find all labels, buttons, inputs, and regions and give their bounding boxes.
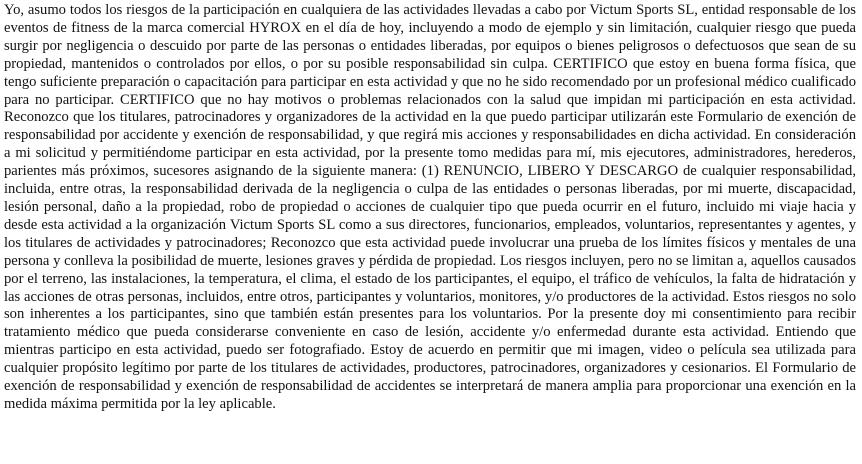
waiver-document: [4, 2, 856, 414]
waiver-paragraph: Yo, asumo todos los riesgos de la participación en cualquiera de las actividades llevadas a cabo por Victum Sports SL, entidad responsable de los eventos de fitness de la marca comercial HYROX en el día de hoy, incluyendo a modo de ejemplo y sin limitación, cualquier riesgo que pueda surgir por negligencia o descuido por parte de las personas o entidades liberadas, por equipos o bienes peligrosos o defectuosos que sean de su propiedad, mantenidos o controlados por ellos, o por su posible responsabilidad sin culpa. CERTIFICO que estoy en buena forma física, que tengo suficiente preparación o capacitación para participar en esta actividad y que no he sido recomendado por un profesional médico cualificado para no participar. CERTIFICO que no hay motivos o problemas relacionados con la salud que impidan mi participación en esta actividad. Reconozco que los titulares, patrocinadores y organizadores de la actividad en la que puedo participar utilizarán este Formulario de exención de responsabilidad por accidente y exención de responsabilidad, y que regirá mis acciones y responsabilidades en dicha actividad. En consideración a mi solicitud y permitiéndome participar en esta actividad, por la presente tomo medidas para mí, mis ejecutores, administradores, herederos, parientes más próximos, sucesores asignando de la siguiente manera: (1) RENUNCIO, LIBERO Y DESCARGO de cualquier responsabilidad, incluida, entre otras, la responsabilidad derivada de la negligencia o culpa de las entidades o personas liberadas, por mi muerte, discapacidad, lesión personal, daño a la propiedad, robo de propiedad o acciones de cualquier tipo que pueda ocurrir en el futuro, incluido mi viaje hacia y desde esta actividad a la organización Victum Sports SL como a sus directores, funcionarios, empleados, voluntarios, representantes y agentes, y los titulares de actividades y patrocinadores; Reconozco que esta actividad puede involucrar una prueba de los límites físicos y mentales de una persona y conlleva la posibilidad de muerte, lesiones graves y pérdida de propiedad. Los riesgos incluyen, pero no se limitan a, aquellos causados por el terreno, las instalaciones, la temperatura, el clima, el estado de los participantes, el equipo, el tráfico de vehículos, la falta de hidratación y las acciones de otras personas, incluidos, entre otros, participantes y voluntarios, monitores, y/o productores de la actividad. Estos riesgos no solo son inherentes a los participantes, sino que también están presentes para los voluntarios. Por la presente doy mi consentimiento para recibir tratamiento médico que pueda considerarse conveniente en caso de lesión, accidente y/o enfermedad durante esta actividad. Entiendo que mientras participo en esta actividad, puedo ser fotografiado. Estoy de acuerdo en permitir que mi imagen, video o película sea utilizada para cualquier propósito legítimo por parte de los titulares de actividades, productores, patrocinadores, organizadores y cesionarios. El Formulario de exención de responsabilidad y exención de responsabilidad de accidentes se interpretará de manera amplia para proporcionar una exención en la medida máxima permitida por la ley aplicable.: [4, 2, 856, 412]
